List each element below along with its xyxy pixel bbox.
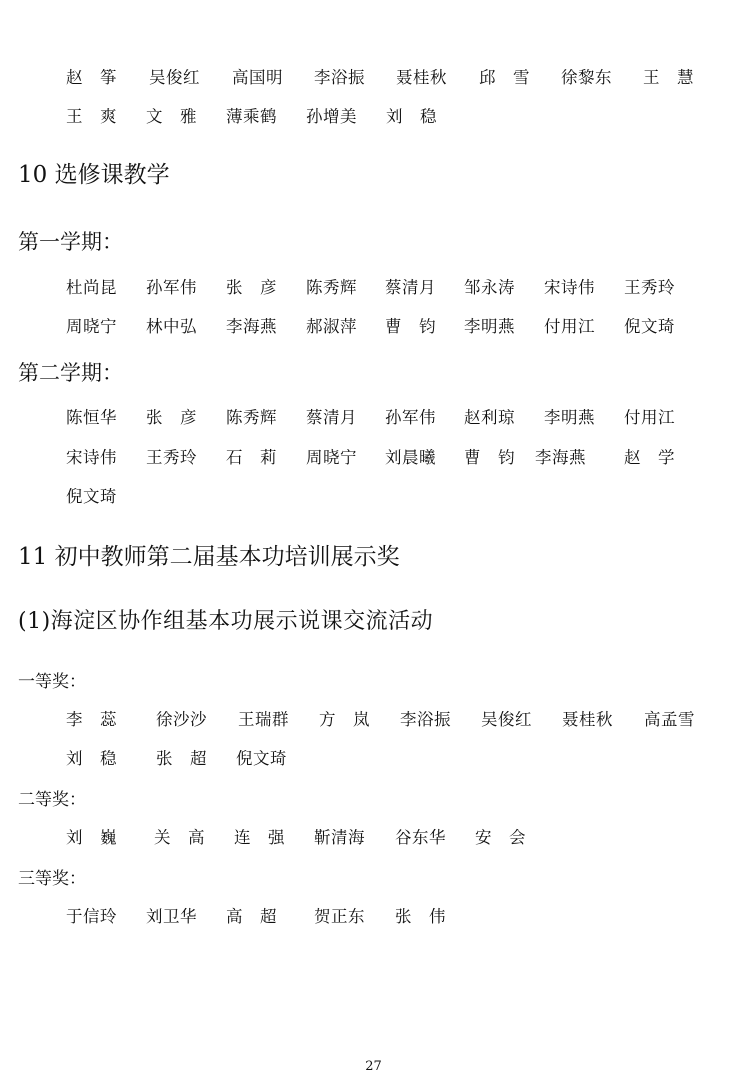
name: 赵 筝 <box>66 68 117 87</box>
name-row-top-2 <box>66 105 726 129</box>
name: 张 超 <box>156 749 207 768</box>
name: 杜尚昆 <box>66 278 117 297</box>
name: 倪文琦 <box>624 317 675 336</box>
section-title-elective: 10 选修课教学 <box>18 162 170 188</box>
section-title-award: 11 初中教师第二届基本功培训展示奖 <box>18 544 400 570</box>
name: 郝淑萍 <box>306 317 357 336</box>
name: 陈秀辉 <box>226 408 277 427</box>
award-heading-third: 三等奖： <box>18 869 86 889</box>
name: 石 莉 <box>226 448 277 467</box>
name: 王 慧 <box>643 68 694 87</box>
name: 高 超 <box>226 907 277 926</box>
name: 李明燕 <box>464 317 515 336</box>
name: 蔡清月 <box>385 278 436 297</box>
name: 宋诗伟 <box>544 278 595 297</box>
name: 周晓宁 <box>66 317 117 336</box>
name: 孙增美 <box>306 107 357 126</box>
name: 刘 稳 <box>66 749 117 768</box>
name: 于信玲 <box>66 907 117 926</box>
name-row-sem2-2 <box>66 446 726 470</box>
name: 付用江 <box>624 408 675 427</box>
name-row-first-2 <box>66 747 726 771</box>
name: 李浴振 <box>400 710 451 729</box>
name: 吴俊红 <box>149 68 200 87</box>
name: 薄乘鹤 <box>226 107 277 126</box>
name: 王 爽 <box>66 107 117 126</box>
name: 赵 学 <box>624 448 675 467</box>
name: 方 岚 <box>319 710 370 729</box>
name-row-sem1-1 <box>66 276 726 300</box>
name: 王瑞群 <box>238 710 289 729</box>
page-number: 27 <box>365 1059 382 1074</box>
name-row-sem1-2 <box>66 315 726 339</box>
name: 张 彦 <box>146 408 197 427</box>
name: 曹 钧 <box>464 448 515 467</box>
name: 刘 巍 <box>66 828 117 847</box>
name: 邹永涛 <box>464 278 515 297</box>
name: 李明燕 <box>544 408 595 427</box>
name: 张 彦 <box>226 278 277 297</box>
name: 林中弘 <box>146 317 197 336</box>
name: 文 雅 <box>146 107 197 126</box>
name: 谷东华 <box>395 828 446 847</box>
name: 徐黎东 <box>561 68 612 87</box>
name: 刘卫华 <box>146 907 197 926</box>
name: 蔡清月 <box>306 408 357 427</box>
name: 邱 雪 <box>479 68 530 87</box>
name: 安 会 <box>475 828 526 847</box>
name-row-sem2-1 <box>66 406 726 430</box>
name: 孙军伟 <box>146 278 197 297</box>
award-heading-first: 一等奖： <box>18 672 86 692</box>
name: 陈恒华 <box>66 408 117 427</box>
name: 宋诗伟 <box>66 448 117 467</box>
name: 聂桂秋 <box>562 710 613 729</box>
award-subtitle: (1)海淀区协作组基本功展示说课交流活动 <box>18 609 434 634</box>
name-row-second-1 <box>66 826 726 850</box>
name: 曹 钧 <box>385 317 436 336</box>
name: 孙军伟 <box>385 408 436 427</box>
name: 李海燕 <box>226 317 277 336</box>
name: 王秀玲 <box>624 278 675 297</box>
name: 聂桂秋 <box>396 68 447 87</box>
name-row-top-1 <box>66 66 726 90</box>
name: 陈秀辉 <box>306 278 357 297</box>
name: 刘晨曦 <box>385 448 436 467</box>
name: 周晓宁 <box>306 448 357 467</box>
name: 靳清海 <box>314 828 365 847</box>
name: 贺正东 <box>314 907 365 926</box>
name: 关 高 <box>154 828 205 847</box>
name: 倪文琦 <box>236 749 287 768</box>
name: 倪文琦 <box>66 487 117 506</box>
semester-heading-1: 第一学期： <box>18 230 123 254</box>
name: 王秀玲 <box>146 448 197 467</box>
name-row-third-1 <box>66 905 726 929</box>
semester-heading-2: 第二学期： <box>18 361 123 385</box>
name: 李浴振 <box>314 68 365 87</box>
name: 吴俊红 <box>481 710 532 729</box>
name: 李海燕 <box>535 448 586 467</box>
name: 付用江 <box>544 317 595 336</box>
name: 高国明 <box>232 68 283 87</box>
name: 张 伟 <box>395 907 446 926</box>
name: 连 强 <box>234 828 285 847</box>
name: 刘 稳 <box>386 107 437 126</box>
name: 赵利琼 <box>464 408 515 427</box>
name: 李 蕊 <box>66 710 117 729</box>
name-row-first-1 <box>66 708 726 732</box>
name-row-sem2-3 <box>66 485 726 509</box>
name: 高孟雪 <box>644 710 695 729</box>
award-heading-second: 二等奖： <box>18 790 86 810</box>
name: 徐沙沙 <box>156 710 207 729</box>
